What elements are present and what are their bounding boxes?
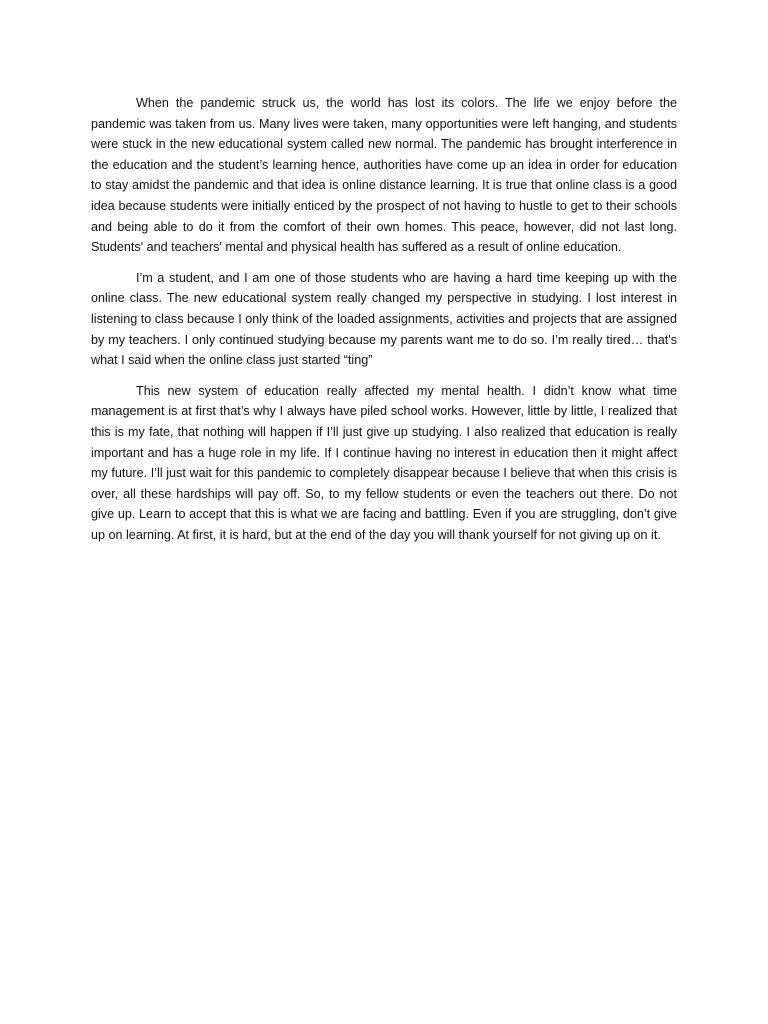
essay-paragraph-3: This new system of education really affected my mental health. I didn’t know what time management is at first that’s why I always have piled school works. However, little by little, I realized that this is my fate, that nothing will happen if I’ll just give up studying. I also realized that education is really important and has a huge role in my life. If I continue having no interest in education then it might affect my future. I’ll just wait for this pandemic to completely disappear because I believe that when this crisis is over, all these hardships will pay off. So, to my fellow students or even the teachers out there. Do not give up. Learn to accept that this is what we are facing and battling. Even if you are struggling, don’t give up on learning. At first, it is hard, but at the end of the day you will thank yourself for not giving up on it. <box>91 383 677 542</box>
essay-paragraph-1: When the pandemic struck us, the world has lost its colors. The life we enjoy before the pandemic was taken from us. Many lives were taken, many opportunities were left hanging, and students were stuck in the new educational system called new normal. The pandemic has brought interference in the education and the student’s learning hence, authorities have come up an idea in order for education to stay amidst the pandemic and that idea is online distance learning. It is true that online class is a good idea because students were initially enticed by the prospect of not having to hustle to get to their schools and being able to do it from the comfort of their own homes. This peace, however, did not last long. Students' and teachers' mental and physical health has suffered as a result of online education. <box>91 96 677 255</box>
essay-body <box>91 93 677 555</box>
essay-paragraph-2: I’m a student, and I am one of those students who are having a hard time keeping up with the online class. The new educational system really changed my perspective in studying. I lost interest in listening to class because I only think of the loaded assignments, activities and projects that are assigned by my teachers. I only continued studying because my parents want me to do so. I’m really tired… that's what I said when the online class just started “ting” <box>91 270 677 368</box>
